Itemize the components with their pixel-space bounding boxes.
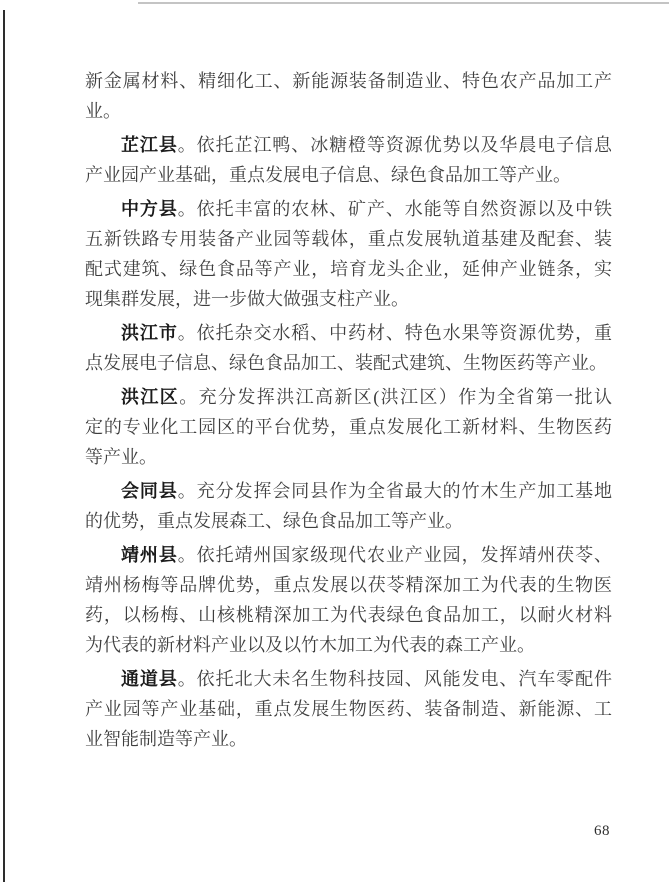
text-line <box>85 284 612 314</box>
scan-edge-left-line <box>3 10 5 882</box>
paragraph <box>85 66 612 126</box>
text-segment: 产业园产业基础，重点发展电子信息、绿色食品加工等产业。 <box>85 165 571 185</box>
text-line <box>85 194 612 224</box>
text-line <box>85 130 612 160</box>
paragraph <box>85 194 612 314</box>
text-segment: 。充分发挥会同县作为全省最大的竹木生产加工基地 <box>177 481 613 501</box>
text-segment: 。依托丰富的农林、矿产、水能等自然资源以及中铁 <box>177 199 613 219</box>
text-segment: 为代表的新材料产业以及以竹木加工为代表的森工产业。 <box>85 635 535 655</box>
text-line <box>85 540 612 570</box>
text-segment: 的优势，重点发展森工、绿色食品加工等产业。 <box>85 511 463 531</box>
text-line <box>85 412 612 442</box>
text-segment: 五新铁路专用装备产业园等载体，重点发展轨道基建及配套、装 <box>85 229 612 249</box>
text-segment: 药，以杨梅、山核桃精深加工为代表绿色食品加工，以耐火材料 <box>85 605 612 625</box>
paragraph <box>85 664 612 754</box>
text-segment: 点发展电子信息、绿色食品加工、装配式建筑、生物医药等产业。 <box>85 353 607 373</box>
text-line <box>85 66 612 96</box>
county-name: 中方县 <box>121 199 178 219</box>
text-segment: 业。 <box>85 101 121 121</box>
text-segment: 等产业。 <box>85 447 157 467</box>
text-line <box>85 160 612 190</box>
text-line <box>85 318 612 348</box>
text-segment: 产业园等产业基础，重点发展生物医药、装备制造、新能源、工 <box>85 699 612 719</box>
text-segment: 靖州杨梅等品牌优势，重点发展以茯苓精深加工为代表的生物医 <box>85 575 612 595</box>
paragraph <box>85 476 612 536</box>
document-body <box>85 66 612 754</box>
county-name: 通道县 <box>121 669 178 689</box>
county-name: 洪江市 <box>121 323 178 343</box>
text-segment: 新金属材料、精细化工、新能源装备制造业、特色农产品加工产 <box>85 71 612 91</box>
county-name: 靖州县 <box>121 545 178 565</box>
page-number: 68 <box>594 823 610 839</box>
text-line <box>85 476 612 506</box>
text-segment: 定的专业化工园区的平台优势，重点发展化工新材料、生物医药 <box>85 417 612 437</box>
text-line <box>85 694 612 724</box>
text-segment: 业智能制造等产业。 <box>85 729 247 749</box>
text-line <box>85 664 612 694</box>
text-segment: 。依托北大未名生物科技园、风能发电、汽车零配件 <box>177 669 613 689</box>
text-line <box>85 96 612 126</box>
text-segment: 。依托芷江鸭、冰糖橙等资源优势以及华晨电子信息 <box>177 135 613 155</box>
text-line <box>85 630 612 660</box>
text-segment: 。依托杂交水稻、中药材、特色水果等资源优势，重 <box>177 323 613 343</box>
paragraph <box>85 540 612 660</box>
text-line <box>85 570 612 600</box>
county-name: 洪江区 <box>121 387 180 407</box>
paragraph <box>85 318 612 378</box>
text-line <box>85 506 612 536</box>
text-line <box>85 600 612 630</box>
scan-edge-top-line <box>138 2 669 4</box>
county-name: 芷江县 <box>121 135 178 155</box>
text-line <box>85 224 612 254</box>
text-line <box>85 442 612 472</box>
text-line <box>85 254 612 284</box>
paragraph <box>85 382 612 472</box>
county-name: 会同县 <box>121 481 178 501</box>
text-segment: 现集群发展，进一步做大做强支柱产业。 <box>85 289 409 309</box>
text-segment: 配式建筑、绿色食品等产业，培育龙头企业，延伸产业链条，实 <box>85 259 612 279</box>
text-line <box>85 382 612 412</box>
paragraph <box>85 130 612 190</box>
text-line <box>85 348 612 378</box>
text-segment: 。依托靖州国家级现代农业产业园，发挥靖州茯苓、 <box>177 545 613 565</box>
text-line <box>85 724 612 754</box>
text-segment: 。充分发挥洪江高新区(洪江区）作为全省第一批认 <box>179 387 612 407</box>
